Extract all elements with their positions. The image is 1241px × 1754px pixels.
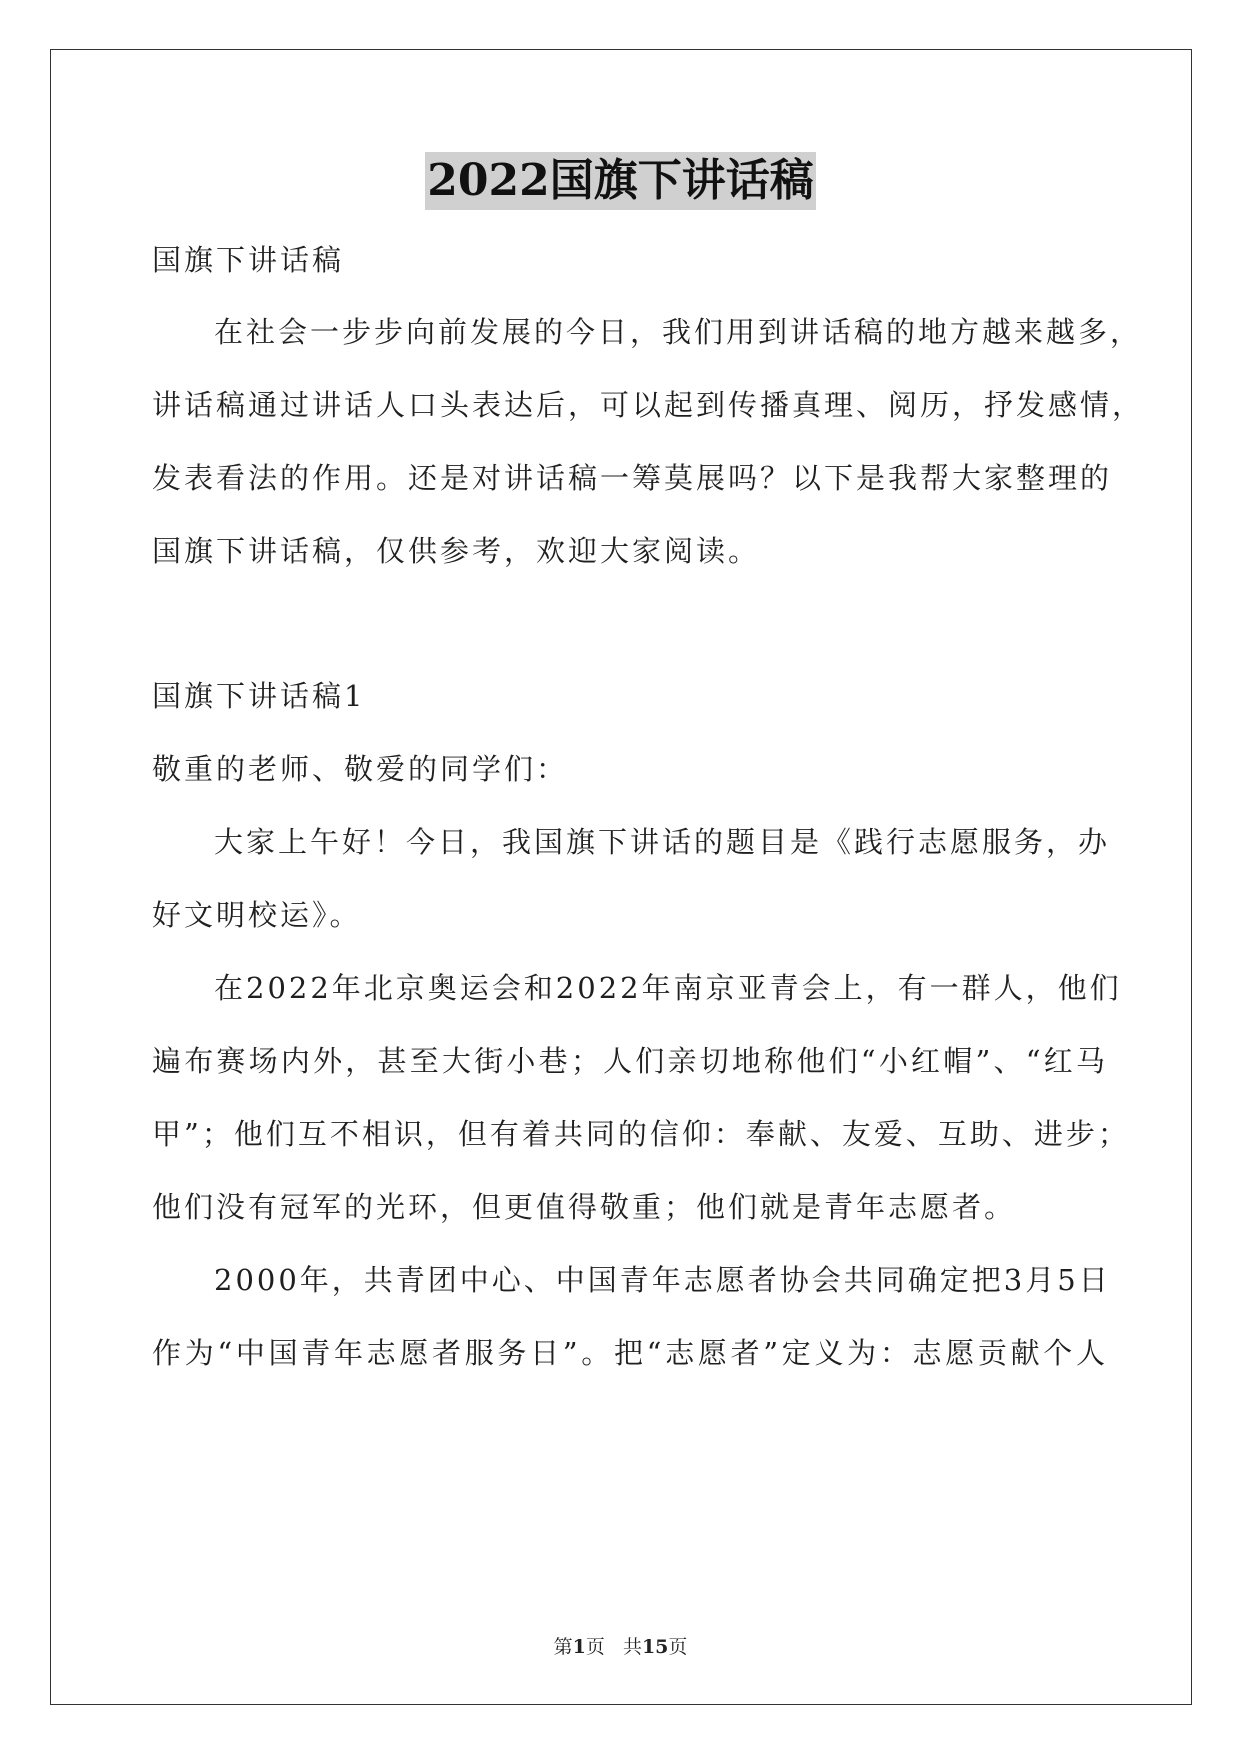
- paragraph-line: 作为“中国青年志愿者服务日”。把“志愿者”定义为：志愿贡献个人: [152, 1336, 1108, 1370]
- section-heading: 国旗下讲话稿: [152, 243, 345, 277]
- document-title: 2022国旗下讲话稿: [425, 152, 815, 210]
- paragraph-line: 讲话稿通过讲话人口头表达后，可以起到传播真理、阅历，抒发感情，: [152, 388, 1145, 422]
- title-container: [0, 152, 1241, 210]
- paragraph-line: 在社会一步步向前发展的今日，我们用到讲话稿的地方越来越多，: [214, 315, 1143, 349]
- paragraph-line: 在2022年北京奥运会和2022年南京亚青会上，有一群人，他们: [214, 971, 1122, 1005]
- paragraph-line: 遍布赛场内外，甚至大街小巷；人们亲切地称他们“小红帽”、“红马: [152, 1044, 1108, 1078]
- paragraph-line: 发表看法的作用。还是对讲话稿一筹莫展吗？以下是我帮大家整理的: [152, 461, 1113, 495]
- paragraph-line: 他们没有冠军的光环，但更值得敬重；他们就是青年志愿者。: [152, 1190, 1017, 1224]
- paragraph-line: 2000年，共青团中心、中国青年志愿者协会共同确定把3月5日: [214, 1263, 1111, 1297]
- footer-prefix: 第: [553, 1636, 573, 1658]
- page-border: [50, 49, 1192, 1705]
- footer-suffix: 页: [668, 1636, 688, 1658]
- section-heading: 国旗下讲话稿1: [152, 679, 366, 713]
- paragraph-line: 甲”；他们互不相识，但有着共同的信仰：奉献、友爱、互助、进步；: [152, 1117, 1130, 1151]
- page-footer: [0, 1632, 1241, 1659]
- footer-mid: 页 共: [585, 1636, 642, 1658]
- footer-page-total: 15: [641, 1636, 669, 1658]
- paragraph-line: 大家上午好！今日，我国旗下讲话的题目是《践行志愿服务，办: [214, 825, 1111, 859]
- salutation: 敬重的老师、敬爱的同学们：: [152, 752, 569, 786]
- footer-page-number: 1: [572, 1636, 586, 1658]
- paragraph-line: 国旗下讲话稿，仅供参考，欢迎大家阅读。: [152, 534, 761, 568]
- paragraph-line: 好文明校运》。: [152, 898, 362, 932]
